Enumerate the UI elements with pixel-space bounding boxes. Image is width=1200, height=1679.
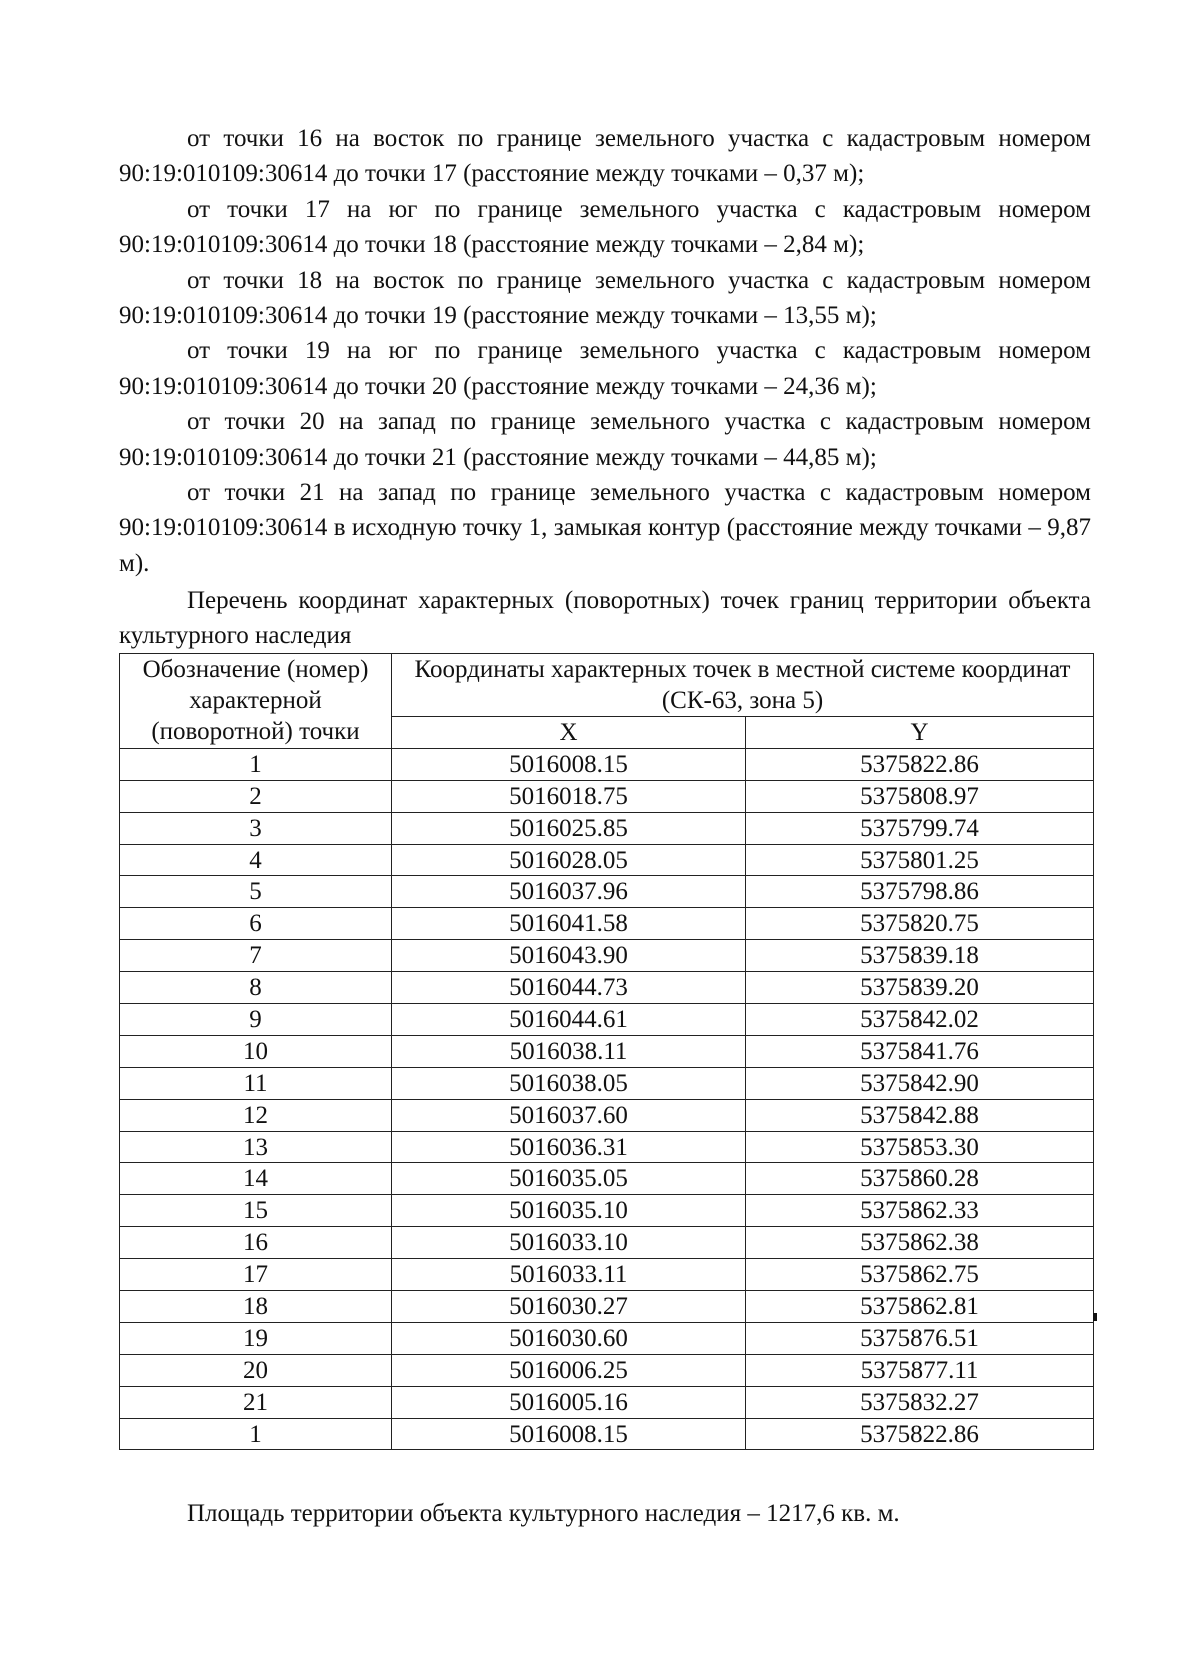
area-statement: Площадь территории объекта культурного наследия – 1217,6 кв. м. (187, 1500, 900, 1527)
point-number-cell: 12 (120, 1099, 392, 1131)
boundary-paragraph: от точки 19 на юг по границе земельного участка с кадастровым номером 90:19:010109:30614 до точки 20 (расстояние между точками – 24,36 м); (119, 337, 1091, 400)
table-row (120, 1035, 1094, 1067)
y-coordinate-cell: 5375822.86 (746, 748, 1094, 780)
x-coordinate-cell: 5016030.27 (392, 1291, 746, 1323)
x-coordinate-cell: 5016035.05 (392, 1163, 746, 1195)
table-row (120, 940, 1094, 972)
point-number-cell: 7 (120, 940, 392, 972)
y-coordinate-cell: 5375832.27 (746, 1386, 1094, 1418)
boundary-paragraph: от точки 21 на запад по границе земельного участка с кадастровым номером 90:19:010109:30614 в исходную точку 1, замыкая контур (расстояние между точками – 9,87 м). (119, 479, 1091, 577)
table-caption: Перечень координат характерных (поворотных) точек границ территории объекта культурного наследия (119, 587, 1091, 649)
table-row (120, 1418, 1094, 1450)
y-coordinate-cell: 5375842.88 (746, 1099, 1094, 1131)
coordinates-table (119, 653, 1094, 1450)
table-row (120, 1386, 1094, 1418)
y-coordinate-cell: 5375798.86 (746, 876, 1094, 908)
x-coordinate-cell: 5016044.61 (392, 1004, 746, 1036)
x-coordinate-cell: 5016044.73 (392, 972, 746, 1004)
y-coordinate-cell: 5375801.25 (746, 844, 1094, 876)
point-number-cell: 8 (120, 972, 392, 1004)
y-coordinate-cell: 5375842.02 (746, 1004, 1094, 1036)
point-number-cell: 1 (120, 1418, 392, 1450)
point-number-cell: 15 (120, 1195, 392, 1227)
y-coordinate-cell: 5375839.18 (746, 940, 1094, 972)
point-number-cell: 18 (120, 1291, 392, 1323)
point-number-cell: 13 (120, 1131, 392, 1163)
point-number-cell: 10 (120, 1035, 392, 1067)
x-coordinate-cell: 5016037.60 (392, 1099, 746, 1131)
point-number-cell: 20 (120, 1354, 392, 1386)
x-coordinate-cell: 5016006.25 (392, 1354, 746, 1386)
x-coordinate-cell: 5016036.31 (392, 1131, 746, 1163)
table-row (120, 972, 1094, 1004)
coordinates-group-header: Координаты характерных точек в местной системе координат (СК-63, зона 5) (392, 654, 1094, 717)
point-number-header: Обозначение (номер) характерной (поворотной) точки (120, 654, 392, 749)
boundary-paragraph: от точки 20 на запад по границе земельного участка с кадастровым номером 90:19:010109:30614 до точки 21 (расстояние между точками – 44,85 м); (119, 408, 1091, 471)
table-row (120, 780, 1094, 812)
y-coordinate-cell: 5375853.30 (746, 1131, 1094, 1163)
x-coordinate-cell: 5016043.90 (392, 940, 746, 972)
table-row (120, 1099, 1094, 1131)
table-row (120, 1195, 1094, 1227)
point-number-cell: 6 (120, 908, 392, 940)
y-coordinate-cell: 5375839.20 (746, 972, 1094, 1004)
x-coordinate-cell: 5016037.96 (392, 876, 746, 908)
table-row (120, 1259, 1094, 1291)
x-coordinate-cell: 5016033.11 (392, 1259, 746, 1291)
point-number-cell: 4 (120, 844, 392, 876)
coordinates-table-body (120, 748, 1094, 1450)
y-coordinate-cell: 5375820.75 (746, 908, 1094, 940)
x-coordinate-cell: 5016008.15 (392, 1418, 746, 1450)
y-coordinate-cell: 5375841.76 (746, 1035, 1094, 1067)
y-coordinate-cell: 5375862.38 (746, 1227, 1094, 1259)
x-coordinate-cell: 5016041.58 (392, 908, 746, 940)
boundary-paragraph: от точки 16 на восток по границе земельного участка с кадастровым номером 90:19:010109:30614 до точки 17 (расстояние между точками – 0,37 м); (119, 125, 1091, 188)
point-number-cell: 5 (120, 876, 392, 908)
y-coordinate-cell: 5375822.86 (746, 1418, 1094, 1450)
point-number-cell: 3 (120, 812, 392, 844)
y-coordinate-cell: 5375808.97 (746, 780, 1094, 812)
table-row (120, 748, 1094, 780)
y-column-header: Y (746, 717, 1094, 749)
boundary-paragraph: от точки 17 на юг по границе земельного участка с кадастровым номером 90:19:010109:30614 до точки 18 (расстояние между точками – 2,84 м); (119, 195, 1091, 259)
table-row (120, 1163, 1094, 1195)
x-coordinate-cell: 5016038.11 (392, 1035, 746, 1067)
x-coordinate-cell: 5016030.60 (392, 1322, 746, 1354)
point-number-cell: 1 (120, 748, 392, 780)
point-number-cell: 11 (120, 1067, 392, 1099)
point-number-cell: 21 (120, 1386, 392, 1418)
x-coordinate-cell: 5016028.05 (392, 844, 746, 876)
point-number-cell: 16 (120, 1227, 392, 1259)
x-coordinate-cell: 5016033.10 (392, 1227, 746, 1259)
y-coordinate-cell: 5375877.11 (746, 1354, 1094, 1386)
y-coordinate-cell: 5375862.75 (746, 1259, 1094, 1291)
point-number-cell: 14 (120, 1163, 392, 1195)
x-coordinate-cell: 5016025.85 (392, 812, 746, 844)
table-row (120, 1067, 1094, 1099)
point-number-cell: 9 (120, 1004, 392, 1036)
boundary-paragraph: от точки 18 на восток по границе земельного участка с кадастровым номером 90:19:010109:30614 до точки 19 (расстояние между точками – 13,55 м); (119, 266, 1091, 330)
table-row (120, 844, 1094, 876)
boundary-description (119, 121, 1091, 581)
table-row (120, 1354, 1094, 1386)
x-coordinate-cell: 5016038.05 (392, 1067, 746, 1099)
point-number-cell: 17 (120, 1259, 392, 1291)
table-row (120, 1227, 1094, 1259)
table-row (120, 812, 1094, 844)
x-column-header: X (392, 717, 746, 749)
y-coordinate-cell: 5375876.51 (746, 1322, 1094, 1354)
table-row (120, 1131, 1094, 1163)
y-coordinate-cell: 5375799.74 (746, 812, 1094, 844)
y-coordinate-cell: 5375842.90 (746, 1067, 1094, 1099)
y-coordinate-cell: 5375862.33 (746, 1195, 1094, 1227)
x-coordinate-cell: 5016018.75 (392, 780, 746, 812)
point-number-cell: 2 (120, 780, 392, 812)
x-coordinate-cell: 5016035.10 (392, 1195, 746, 1227)
table-row (120, 908, 1094, 940)
table-row (120, 1322, 1094, 1354)
y-coordinate-cell: 5375860.28 (746, 1163, 1094, 1195)
table-row (120, 1004, 1094, 1036)
y-coordinate-cell: 5375862.81 (746, 1291, 1094, 1323)
table-row (120, 1291, 1094, 1323)
point-number-cell: 19 (120, 1322, 392, 1354)
x-coordinate-cell: 5016005.16 (392, 1386, 746, 1418)
scan-mark (1093, 1313, 1097, 1321)
table-row (120, 876, 1094, 908)
x-coordinate-cell: 5016008.15 (392, 748, 746, 780)
